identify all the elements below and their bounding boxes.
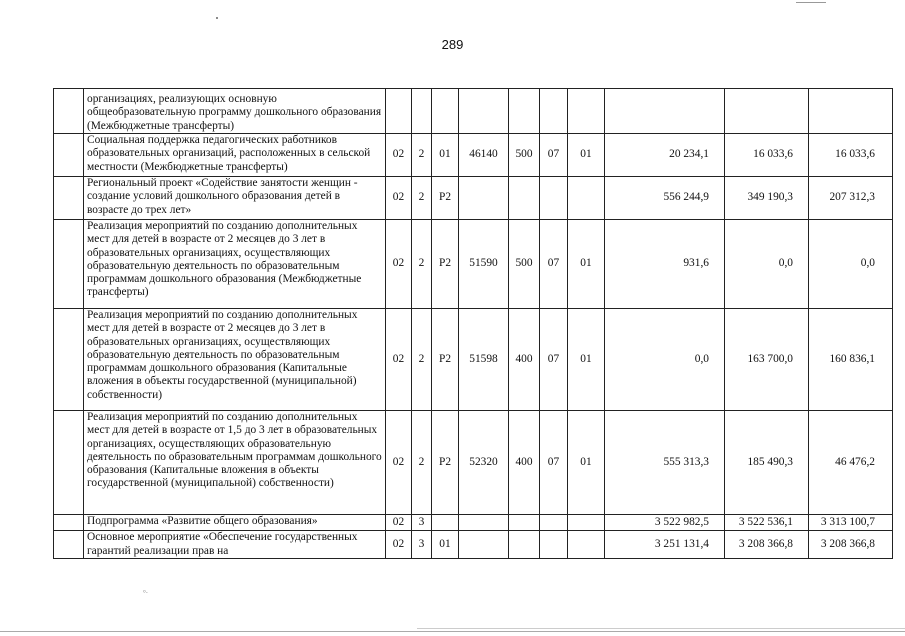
table-row <box>54 309 893 411</box>
expense-type-cell: 400 <box>509 309 540 411</box>
number-cell <box>54 220 84 309</box>
description-cell: Реализация мероприятий по созданию дополнительных мест для детей в возрасте от 1,5 до 3 лет в образовательных организациях, осуществляющих образовательную деятельность по образовательным программам дошкольного образования (Капитальные вложения в объекты государственной (муниципальной) собственности) <box>84 411 386 515</box>
direction-code-cell <box>459 515 509 531</box>
budget-table <box>53 88 893 559</box>
amount-year2-cell: 185 490,3 <box>725 411 809 515</box>
amount-year1-cell: 555 313,3 <box>605 411 725 515</box>
scan-speck <box>216 17 218 19</box>
description-cell: Подпрограмма «Развитие общего образования» <box>84 515 386 531</box>
event-code-cell: P2 <box>432 309 459 411</box>
scan-speck: °· <box>143 589 149 597</box>
amount-year1-cell <box>605 89 725 134</box>
expense-type-cell: 400 <box>509 411 540 515</box>
direction-code-cell: 46140 <box>459 134 509 177</box>
program-code-cell: 02 <box>386 177 412 220</box>
subprogram-code-cell: 3 <box>412 515 432 531</box>
expense-type-cell: 500 <box>509 134 540 177</box>
amount-year1-cell: 3 251 131,4 <box>605 531 725 559</box>
description-cell: Реализация мероприятий по созданию дополнительных мест для детей в возрасте от 2 месяцев до 3 лет в образовательных организациях, осуществляющих образовательную деятельность по образовательным программам дошкольного образования (Межбюджетные трансферты) <box>84 220 386 309</box>
direction-code-cell: 52320 <box>459 411 509 515</box>
direction-code-cell: 51598 <box>459 309 509 411</box>
amount-year3-cell: 160 836,1 <box>809 309 893 411</box>
amount-year3-cell: 0,0 <box>809 220 893 309</box>
subprogram-code-cell: 2 <box>412 309 432 411</box>
amount-year2-cell: 3 522 536,1 <box>725 515 809 531</box>
number-cell <box>54 89 84 134</box>
page-number: 289 <box>441 37 464 52</box>
expense-type-cell <box>509 515 540 531</box>
subsection-cell <box>568 89 605 134</box>
expense-type-cell <box>509 89 540 134</box>
program-code-cell: 02 <box>386 220 412 309</box>
event-code-cell: P2 <box>432 220 459 309</box>
amount-year3-cell: 3 313 100,7 <box>809 515 893 531</box>
direction-code-cell <box>459 89 509 134</box>
direction-code-cell <box>459 177 509 220</box>
number-cell <box>54 134 84 177</box>
amount-year3-cell: 207 312,3 <box>809 177 893 220</box>
expense-type-cell <box>509 177 540 220</box>
direction-code-cell: 51590 <box>459 220 509 309</box>
amount-year1-cell: 931,6 <box>605 220 725 309</box>
amount-year2-cell: 349 190,3 <box>725 177 809 220</box>
section-cell <box>540 531 568 559</box>
description-cell: Реализация мероприятий по созданию дополнительных мест для детей в возрасте от 2 месяцев до 3 лет в образовательных организациях, осуществляющих образовательную деятельность по образовательным программам дошкольного образования (Капитальные вложения в объекты государственной (муниципальной) собственности) <box>84 309 386 411</box>
amount-year1-cell: 20 234,1 <box>605 134 725 177</box>
table-row <box>54 177 893 220</box>
table-row <box>54 220 893 309</box>
section-cell: 07 <box>540 134 568 177</box>
program-code-cell: 02 <box>386 515 412 531</box>
scan-line-top <box>796 2 826 3</box>
section-cell: 07 <box>540 220 568 309</box>
section-cell <box>540 515 568 531</box>
program-code-cell: 02 <box>386 309 412 411</box>
number-cell <box>54 411 84 515</box>
number-cell <box>54 309 84 411</box>
number-cell <box>54 531 84 559</box>
section-cell <box>540 89 568 134</box>
subprogram-code-cell: 2 <box>412 220 432 309</box>
amount-year1-cell: 556 244,9 <box>605 177 725 220</box>
amount-year3-cell: 3 208 366,8 <box>809 531 893 559</box>
amount-year1-cell: 3 522 982,5 <box>605 515 725 531</box>
amount-year3-cell: 16 033,6 <box>809 134 893 177</box>
table-row <box>54 134 893 177</box>
subsection-cell: 01 <box>568 411 605 515</box>
subprogram-code-cell <box>412 89 432 134</box>
event-code-cell <box>432 89 459 134</box>
description-cell: Региональный проект «Содействие занятости женщин - создание условий дошкольного образования детей в возрасте до трех лет» <box>84 177 386 220</box>
number-cell <box>54 177 84 220</box>
subsection-cell: 01 <box>568 134 605 177</box>
scan-line-bottom <box>0 631 905 632</box>
program-code-cell <box>386 89 412 134</box>
table-row <box>54 531 893 559</box>
table-row <box>54 411 893 515</box>
subprogram-code-cell: 2 <box>412 134 432 177</box>
description-cell: организациях, реализующих основную общеобразовательную программу дошкольного образования (Межбюджетные трансферты) <box>84 89 386 134</box>
description-cell: Социальная поддержка педагогических работников образовательных организаций, расположенных в сельской местности (Межбюджетные трансферты) <box>84 134 386 177</box>
subprogram-code-cell: 2 <box>412 177 432 220</box>
subprogram-code-cell: 3 <box>412 531 432 559</box>
event-code-cell <box>432 515 459 531</box>
table-row <box>54 515 893 531</box>
subsection-cell <box>568 531 605 559</box>
amount-year2-cell: 163 700,0 <box>725 309 809 411</box>
scan-line-bottom <box>417 628 905 629</box>
subprogram-code-cell: 2 <box>412 411 432 515</box>
amount-year1-cell: 0,0 <box>605 309 725 411</box>
section-cell: 07 <box>540 309 568 411</box>
program-code-cell: 02 <box>386 411 412 515</box>
subsection-cell: 01 <box>568 309 605 411</box>
subsection-cell <box>568 177 605 220</box>
program-code-cell: 02 <box>386 134 412 177</box>
amount-year2-cell: 16 033,6 <box>725 134 809 177</box>
expense-type-cell: 500 <box>509 220 540 309</box>
amount-year2-cell <box>725 89 809 134</box>
program-code-cell: 02 <box>386 531 412 559</box>
amount-year2-cell: 3 208 366,8 <box>725 531 809 559</box>
table-row <box>54 89 893 134</box>
section-cell: 07 <box>540 411 568 515</box>
expense-type-cell <box>509 531 540 559</box>
event-code-cell: P2 <box>432 411 459 515</box>
event-code-cell: P2 <box>432 177 459 220</box>
amount-year2-cell: 0,0 <box>725 220 809 309</box>
event-code-cell: 01 <box>432 531 459 559</box>
direction-code-cell <box>459 531 509 559</box>
amount-year3-cell <box>809 89 893 134</box>
subsection-cell: 01 <box>568 220 605 309</box>
description-cell: Основное мероприятие «Обеспечение государственных гарантий реализации прав на <box>84 531 386 559</box>
number-cell <box>54 515 84 531</box>
event-code-cell: 01 <box>432 134 459 177</box>
section-cell <box>540 177 568 220</box>
amount-year3-cell: 46 476,2 <box>809 411 893 515</box>
subsection-cell <box>568 515 605 531</box>
